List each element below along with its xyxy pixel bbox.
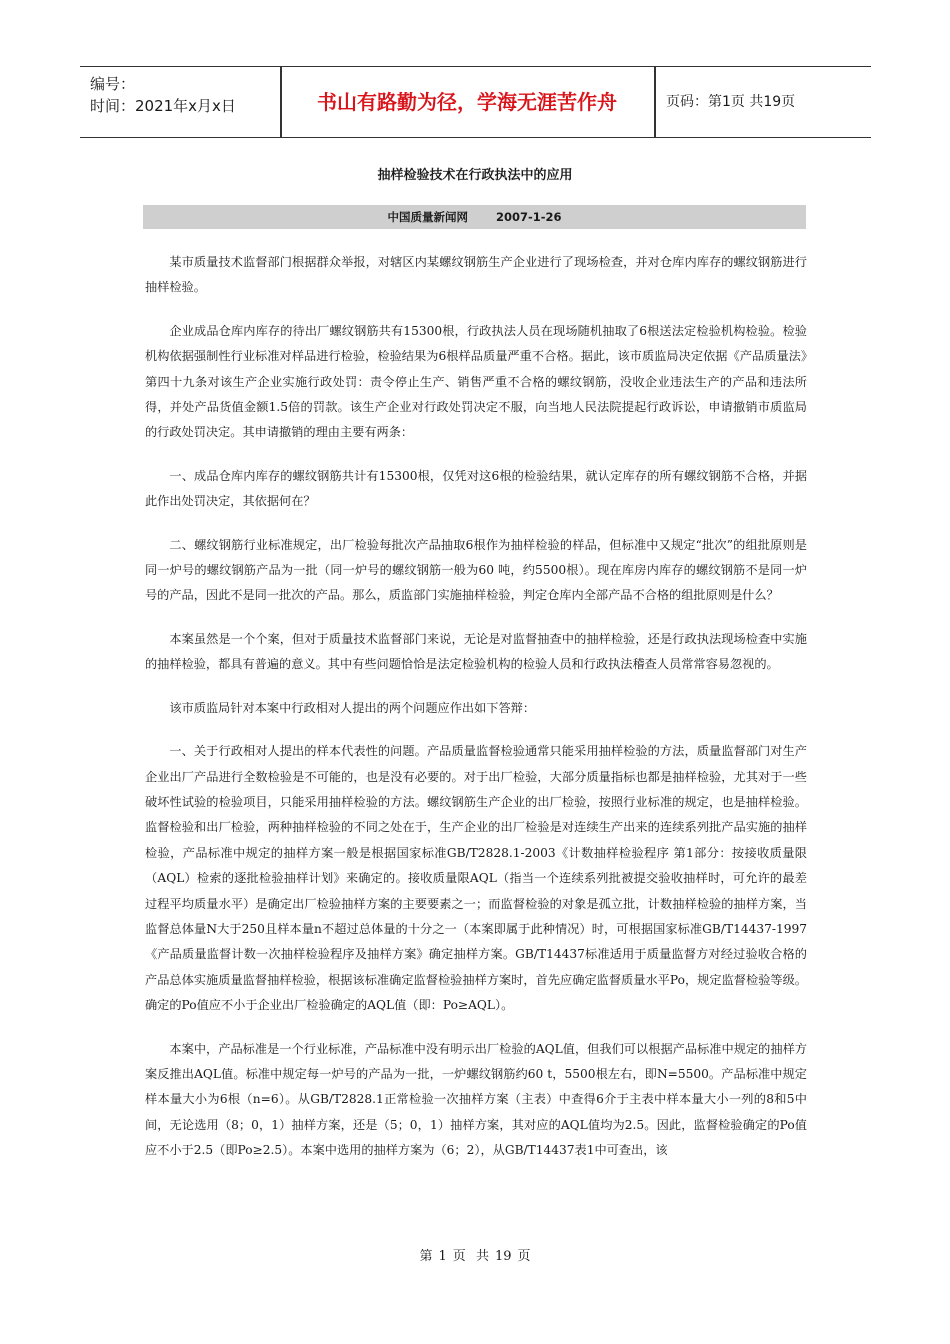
document-number-label: 编号： (90, 75, 136, 93)
footer-total-word: 共 (475, 1249, 489, 1264)
header-divider (654, 67, 656, 137)
paragraph: 企业成品仓库内库存的待出厂螺纹钢筋共有15300根，行政执法人员在现场随机抽取了6根送法定检验机构检验。检验机构依据强制性行业标准对样品进行检验，检验结果为6根样品质量严重不合格。据此，该市质监局决定依据《产品质量法》第四十九条对该生产企业实施行政处罚：责令停止生产、销售严重不合格的螺纹钢筋，没收企业违法生产的产品和违法所得，并处产品货值金额1.5倍的罚款。该生产企业对行政处罚决定不服，向当地人民法院提起行政诉讼，申请撤销市质监局的行政处罚决定。其申请撤销的理由主要有两条： (145, 323, 807, 440)
paragraph: 某市质量技术监督部门根据群众举报，对辖区内某螺纹钢筋生产企业进行了现场检查，并对仓库内库存的螺纹钢筋进行抽样检验。 (145, 255, 807, 295)
page-footer (0, 1245, 950, 1264)
paragraph: 二、螺纹钢筋行业标准规定，出厂检验每批次产品抽取6根作为抽样检验的样品，但标准中又规定“批次”的组批原则是同一炉号的螺纹钢筋产品为一批（同一炉号的螺纹钢筋一般为60 吨，约5500根）。现在库房内库存的螺纹钢筋不是同一炉号的产品，因此不是同一批次的产品。那么，质监部门实施抽样检验，判定仓库内全部产品不合格的组批原则是什么？ (145, 537, 807, 603)
article-source: 中国质量新闻网 (387, 210, 468, 224)
article-date: 2007-1-26 (495, 210, 562, 224)
footer-page-word: 第 (419, 1249, 433, 1264)
document-time-label: 时间：2021年x月x日 (90, 97, 236, 115)
paragraph: 该市质监局针对本案中行政相对人提出的两个问题应作出如下答辩： (169, 700, 536, 715)
footer-page-unit: 页 (452, 1249, 466, 1264)
header-motto: 书山有路勤为径，学海无涯苦作舟 (317, 90, 617, 114)
header-table (80, 66, 871, 138)
footer-total-number: 19 (494, 1249, 512, 1264)
footer-page-number: 1 (438, 1249, 447, 1264)
paragraph: 一、关于行政相对人提出的样本代表性的问题。产品质量监督检验通常只能采用抽样检验的方法，质量监督部门对生产企业出厂产品进行全数检验是不可能的，也是没有必要的。对于出厂检验，大部分质量指标也都是抽样检验，尤其对于一些破坏性试验的检验项目，只能采用抽样检验的方法。螺纹钢筋生产企业的出厂检验，按照行业标准的规定，也是抽样检验。监督检验和出厂检验，两种抽样检验的不同之处在于，生产企业的出厂检验是对连续生产出来的连续系列批产品实施的抽样检验，产品标准中规定的抽样方案一般是根据国家标准GB/T2828.1-2003《计数抽样检验程序 第1部分：按接收质量限（AQL）检索的逐批检验抽样计划》来确定的。接收质量限AQL（指当一个连续系列批被提交验收抽样时，可允许的最差过程平均质量水平）是确定出厂检验抽样方案的主要要素之一；而监督检验的对象是孤立批，计数抽样检验的抽样方案，当监督总体量N大于250且样本量n不超过总体量的十分之一（本案即属于此种情况）时，可根据国家标准GB/T14437-1997 《产品质量监督计数一次抽样检验程序及抽样方案》确定抽样方案。GB/T14437标准适用于质量监督方对经过验收合格的产品总体实施质量监督抽样检验，根据该标准确定监督检验抽样方案时，首先应确定监督质量水平Po，规定监督检验等级。确定的Po值应不小于企业出厂检验确定的AQL值（即：Po≥AQL）。 (145, 744, 807, 1013)
paragraph: 一、成品仓库内库存的螺纹钢筋共计有15300根，仅凭对这6根的检验结果，就认定库存的所有螺纹钢筋不合格，并据此作出处罚决定，其依据何在？ (145, 468, 807, 509)
header-page-info: 页码：第1页 共19页 (666, 94, 796, 110)
paragraph: 本案中，产品标准是一个行业标准，产品标准中没有明示出厂检验的AQL值，但我们可以根据产品标准中规定的抽样方案反推出AQL值。标准中规定每一炉号的产品为一批，一炉螺纹钢筋约60 t，5500根左右，即N=5500。产品标准中规定样本量大小为6根（n=6）。从GB/T2828.1正常检验一次抽样方案（主表）中查得6介于主表中样本量大小一列的8和5中间，无论选用（8；0，1）抽样方案，还是（5；0，1）抽样方案，其对应的AQL值均为2.5。因此，监督检验确定的Po值应不小于2.5（即Po≥2.5）。本案中选用的抽样方案为（6；2），从GB/T14437表1中可查出，该 (145, 1041, 807, 1158)
source-bar (143, 205, 806, 229)
article-body (145, 250, 807, 1182)
header-meta (80, 67, 280, 137)
footer-total-unit: 页 (517, 1249, 531, 1264)
article-title: 抽样检验技术在行政执法中的应用 (377, 168, 573, 183)
paragraph: 本案虽然是一个个案，但对于质量技术监督部门来说，无论是对监督抽查中的抽样检验，还是行政执法现场检查中实施的抽样检验，都具有普遍的意义。其中有些问题恰恰是法定检验机构的检验人员和行政执法稽查人员常常容易忽视的。 (145, 631, 807, 672)
